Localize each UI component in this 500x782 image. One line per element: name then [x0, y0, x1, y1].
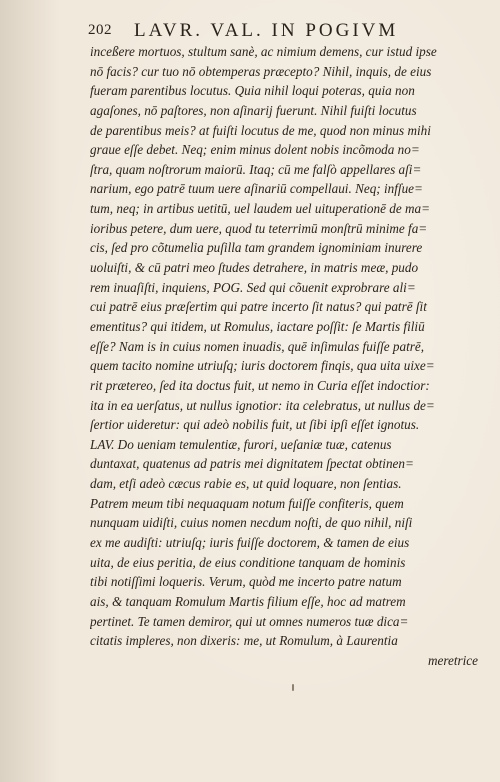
- text-line: ementitus? qui itidem, ut Romulus, iactare poſſit: ſe Martis filiū: [90, 318, 425, 334]
- text-line: inceßere mortuos, stultum sanè, ac nimium demens, cur istud ipse: [90, 44, 437, 59]
- text-line: agaſones, nō paſtores, non aſinarij fuerunt. Nihil fuiſti locutus: [90, 102, 417, 118]
- text-line: rit prætereo, ſed ita doctus fuit, ut nemo in Curia eſſet indoctior:: [90, 377, 430, 393]
- text-line: quem tacito nomine utriuſq; iuris doctorem finqis, qua uita uixe=: [90, 358, 435, 374]
- text-line: tibi notiſſimi loqueris. Verum, quòd me incerto patre natum: [90, 574, 402, 590]
- text-line: dam, etſi adeò cæcus rabie es, ut quid loquare, non ſentias.: [90, 476, 402, 492]
- text-line: de parentibus meis? at fuiſti locutus de me, quod non minus mihi: [90, 122, 431, 138]
- text-line: graue eſſe debet. Neq; enim minus dolent nobis incõmoda no=: [90, 142, 420, 158]
- text-line: duntaxat, quatenus ad patris mei dignitatem ſpectat obtinen=: [90, 456, 414, 472]
- text-line: cui patrē eius præſertim qui patre incerto ſit natus? qui patrē ſit: [90, 299, 427, 315]
- text-line: ioribus petere, dum uere, quod tu teterrimū monſtrū minime fa=: [90, 220, 428, 236]
- ink-speck: [292, 684, 294, 691]
- text-line: cis, ſed pro cõtumelia puſilla tam grandem ignominiam inurere: [90, 240, 423, 256]
- text-line: ſtra, quam noſtrorum maiorū. Itaq; cū me falſò appellares aſi=: [90, 161, 422, 177]
- page-number: 202: [88, 22, 112, 38]
- gutter-shadow: [0, 0, 60, 782]
- text-line: Patrem meum tibi nequaquam notum fuiſſe confiteris, quem: [90, 495, 404, 511]
- text-line: ſertior uideretur: qui adeò nobilis fuit, ut ſibi ipſi eſſet ignotus.: [90, 417, 420, 433]
- text-line: fueram parentibus locutus. Quia nihil loqui poteras, quia non: [90, 83, 415, 99]
- text-line: nunquam uidiſti, cuius nomen necdum noſti, de quo nihil, niſi: [90, 515, 413, 531]
- catchword: meretrice: [427, 652, 478, 668]
- text-line: rem inuaſiſti, inquiens, POG. Sed qui cõuenit exprobrare ali=: [90, 279, 416, 295]
- text-line: uita, de eius peritia, de eius conditione tanquam de hominis: [90, 554, 406, 570]
- text-line: eſſe? Nam is in cuius nomen inuadis, quē inſimulas fuiſſe patrē,: [90, 338, 425, 354]
- text-line: uoluiſti, & cū patri meo ſtudes detrahere, in matris meæ, pudo: [90, 260, 419, 276]
- text-line: citatis impleres, non dixeris: me, ut Romulum, à Laurentia: [90, 633, 398, 649]
- text-line: tum, neq; in artibus uetitū, uel laudem uel uituperationē de ma=: [90, 201, 431, 217]
- text-line: pertinet. Te tamen demiror, qui ut omnes numeros tuæ dica=: [90, 613, 409, 629]
- text-line: nō facis? cur tuo nō obtemperas præcepto? Nihil, inquis, de eius: [90, 63, 432, 79]
- body-text: [90, 42, 482, 671]
- text-line: ex me audiſti: utriuſq; iuris fuiſſe doctorem, & tamen de eius: [90, 535, 410, 551]
- text-line: narium, ego patrē tuum uere aſinariū compellaui. Neq; infſue=: [90, 181, 423, 197]
- running-head: LAVR. VAL. IN POGIVM: [134, 20, 399, 41]
- text-line: LAV. Do ueniam temulentiæ, furori, ueſaniæ tuæ, catenus: [90, 436, 392, 452]
- text-line: ita in ea uerſatus, ut nullus ignotior: ita celebratus, ut nullus de=: [90, 397, 435, 413]
- text-line: ais, & tanquam Romulum Martis filium eſſe, hoc ad matrem: [90, 593, 406, 609]
